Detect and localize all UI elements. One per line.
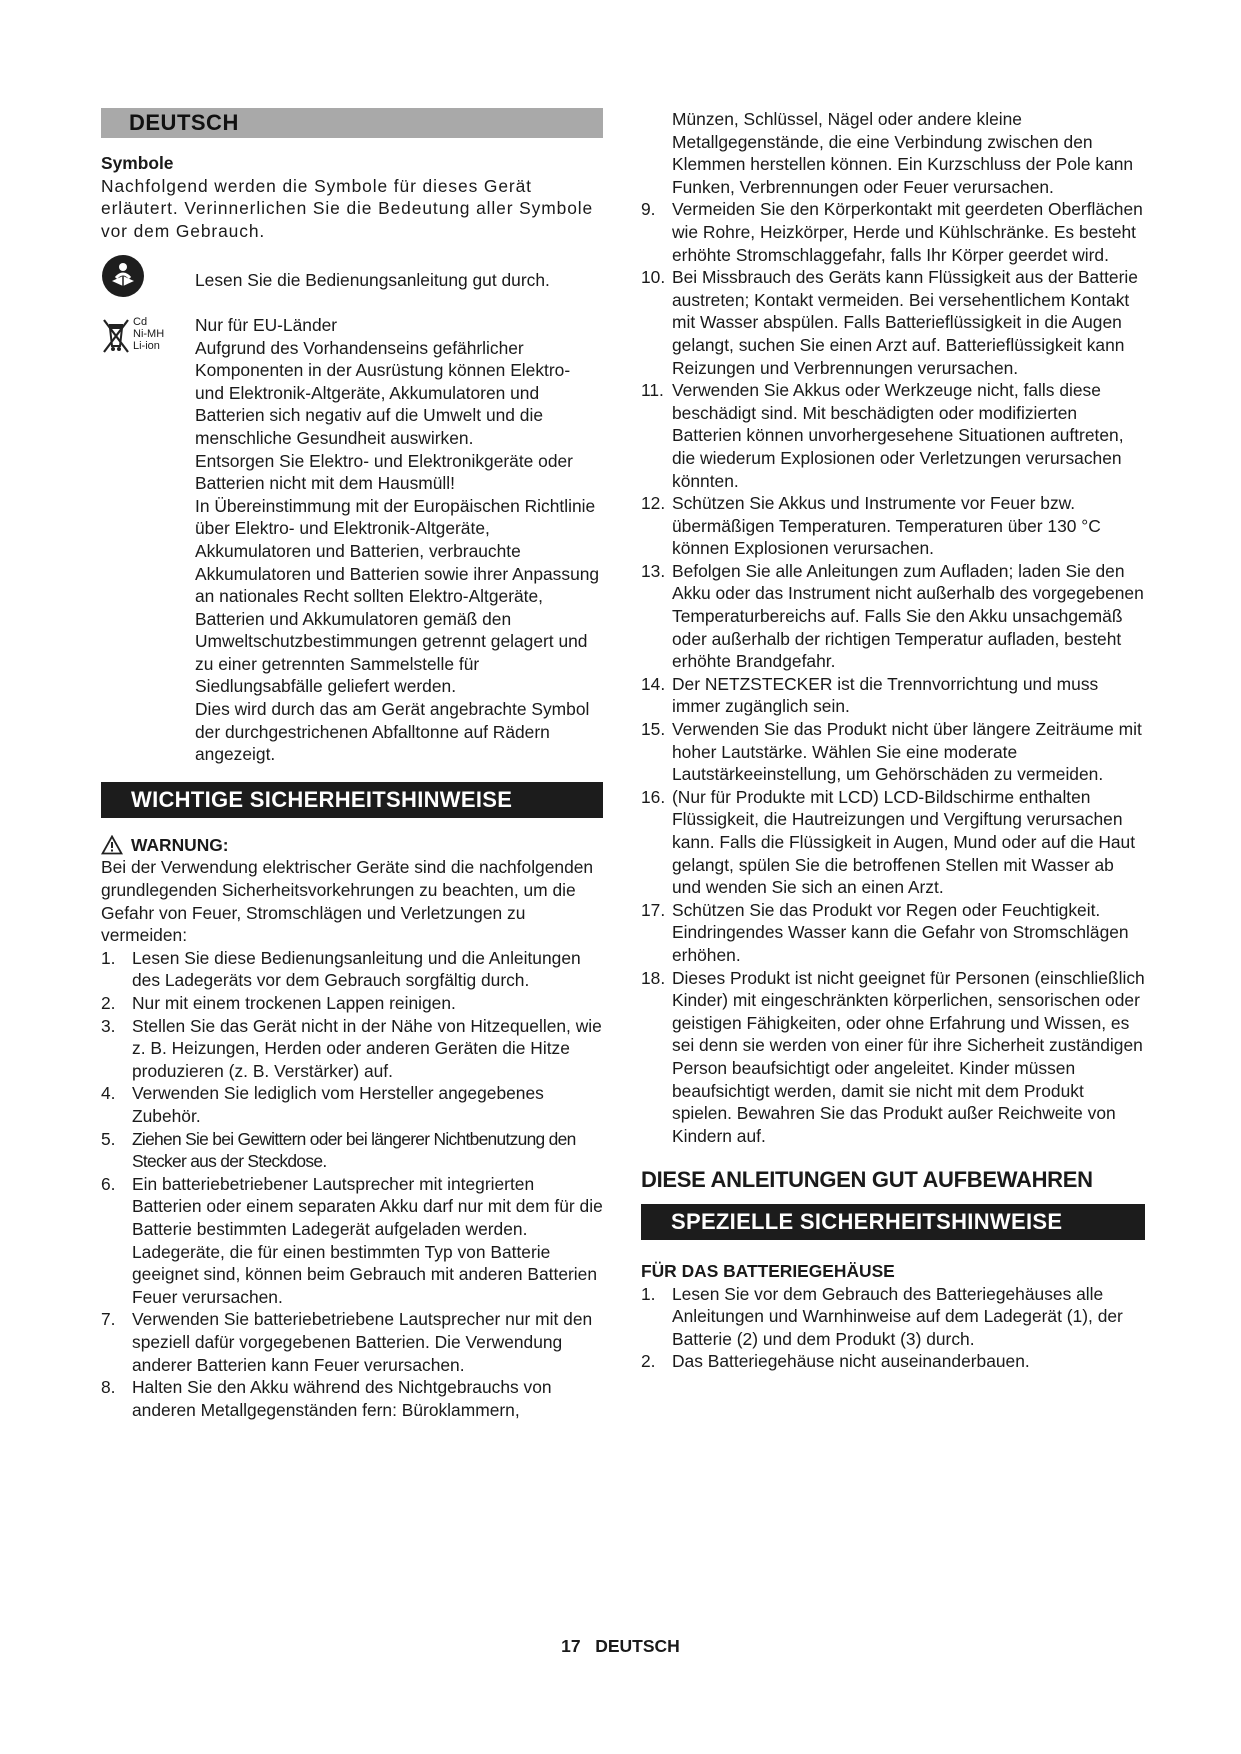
left-safety-list xyxy=(101,947,603,1421)
list-item: 10. Bei Missbrauch des Geräts kann Flüssigkeit aus der Batterie austreten; Kontakt vermeiden. Bei versehentlichem Kontakt mit Wasser abspülen. Falls Batterieflüssigkeit in die Augen gelangt, suchen Sie einen Arzt auf. Batterieflüssigkeit kann Reizungen und Verbrennungen verursachen. xyxy=(641,267,1138,378)
symbols-heading: Symbole xyxy=(101,153,174,173)
weee-text-0: Nur für EU-Länder xyxy=(195,314,338,335)
read-manual-icon xyxy=(101,254,195,304)
right-safety-list xyxy=(641,198,1147,1147)
battery-list xyxy=(641,1283,1147,1373)
list-item: 12. Schützen Sie Akkus und Instrumente vor Feuer bzw. übermäßigen Temperaturen. Temperaturen über 130 °C können Explosionen verursachen. xyxy=(641,493,1101,559)
warning-heading xyxy=(101,834,603,857)
warning-label: WARNUNG: xyxy=(131,834,229,855)
right-column xyxy=(641,108,1147,1373)
manual-symbol-text: Lesen Sie die Bedienungsanleitung gut durch. xyxy=(195,270,550,291)
list-item: 5. Ziehen Sie bei Gewittern oder bei längerer Nichtbenutzung den Stecker aus der Steckdose. xyxy=(101,1128,576,1172)
list-item: 2. Nur mit einem trockenen Lappen reinigen. xyxy=(101,993,456,1013)
item-8-continuation: Münzen, Schlüssel, Nägel oder andere kleine Metallgegenstände, die eine Verbindung zwischen den Klemmen herstellen können. Ein Kurzschluss der Pole kann Funken, Verbrennungen oder Feuer verursachen. xyxy=(672,109,1134,197)
list-item: 13. Befolgen Sie alle Anleitungen zum Aufladen; laden Sie den Akku oder das Instrument nicht außerhalb des vorgegebenen Temperaturbereichs auf. Falls Sie den Akku unsachgemäß oder außerhalb der richtigen Temperatur aufladen, besteht erhöhte Brandgefahr. xyxy=(641,560,1144,672)
weee-label-nimh: Ni-MH xyxy=(133,327,165,340)
list-item: 16. (Nur für Produkte mit LCD) LCD-Bildschirme enthalten Flüssigkeit, die Hautreizungen und Vergiftung verursachen kann. Falls die Flüssigkeit in Augen, Mund oder auf die Haut gelangt, spülen Sie die betroffenen Stellen mit Wasser ab und wenden Sie sich an einen Arzt. xyxy=(641,786,1136,898)
special-safety-title: SPEZIELLE SICHERHEITSHINWEISE xyxy=(641,1204,1145,1240)
list-item: 9. Vermeiden Sie den Körperkontakt mit geerdeten Oberflächen wie Rohre, Heizkörper, Herde und Kühlschränke. Es besteht erhöhte Stromschlaggefahr, falls Ihr Körper geerdet wird. xyxy=(641,199,1143,265)
crossed-bin-icon xyxy=(101,314,195,766)
list-item: 14. Der NETZSTECKER ist die Trennvorrichtung und muss immer zugänglich sein. xyxy=(641,673,1099,717)
warning-intro: Bei der Verwendung elektrischer Geräte sind die nachfolgenden grundlegenden Sicherheitsvorkehrungen zu beachten, um die Gefahr von Feuer, Stromschlägen und Verletzungen zu vermeiden: xyxy=(101,857,594,946)
weee-text-3: In Übereinstimmung mit der Europäischen Richtlinie über Elektro- und Elektronik-Altgeräte, Akkumulatoren und Batterien, verbrauchte Akkumulatoren und Batterien sowie ihrer Anpassung an nationales Recht sollten Elektro-Altgeräte, Batterien und Akkumulatoren gemäß den Umweltschutzbestimmungen getrennt gelagert und zu einer getrennten Sammelstelle für Siedlungsabfälle geliefert werden. xyxy=(195,495,600,697)
weee-label-liion: Li-ion xyxy=(133,339,160,352)
safety-title: WICHTIGE SICHERHEITSHINWEISE xyxy=(101,782,603,818)
footer-label: DEUTSCH xyxy=(595,1636,680,1656)
list-item: 6. Ein batteriebetriebener Lautsprecher mit integrierten Batterien oder einem separaten Akku darf nur mit dem für die Batterie bestimmten Ladegerät aufgeladen werden. Ladegeräte, die für einen bestimmten Typ von Batterie geeignet sind, können beim Gebrauch mit anderen Batterien Feuer verursachen. xyxy=(101,1173,603,1307)
list-item: 3. Stellen Sie das Gerät nicht in der Nähe von Hitzequellen, wie z. B. Heizungen, Herden oder anderen Geräten die Hitze produzieren (z. B. Verstärker) auf. xyxy=(101,1015,602,1081)
page-number: 17 xyxy=(561,1636,581,1656)
weee-label-cd: Cd xyxy=(133,315,148,328)
weee-text-4: Dies wird durch das am Gerät angebrachte Symbol der durchgestrichenen Abfalltonne auf Rädern angezeigt. xyxy=(195,699,590,765)
keep-instructions-heading: DIESE ANLEITUNGEN GUT AUFBEWAHREN xyxy=(641,1167,1093,1193)
weee-symbol-row xyxy=(101,314,603,766)
list-item: 11. Verwenden Sie Akkus oder Werkzeuge nicht, falls diese beschädigt sind. Mit beschädigten oder modifizierten Batterien können unvorhergesehene Situationen auftreten, die wiederum Explosionen oder Verletzungen verursachen könnten. xyxy=(641,380,1124,491)
list-item: 18. Dieses Produkt ist nicht geeignet für Personen (einschließlich Kinder) mit eingeschränkten körperlichen, sensorischen oder geistigen Fähigkeiten, oder ohne Erfahrung und Wissen, es sei denn sie werden von einer für ihre Sicherheit zuständigen Person beaufsichtigt oder angeleitet. Kinder müssen beaufsichtigt werden, damit sie nicht mit dem Produkt spielen. Bewahren Sie das Produkt außer Reichweite von Kindern auf. xyxy=(641,967,1145,1146)
manual-symbol-row xyxy=(101,254,603,304)
list-item: 1. Lesen Sie diese Bedienungsanleitung und die Anleitungen des Ladegeräts vor dem Gebrauch sorgfältig durch. xyxy=(101,947,581,991)
list-item: 4. Verwenden Sie lediglich vom Hersteller angegebenes Zubehör. xyxy=(101,1083,544,1126)
warning-triangle-icon xyxy=(101,835,123,855)
list-item: 1. Lesen Sie vor dem Gebrauch des Batteriegehäuses alle Anleitungen und Warnhinweise auf dem Ladegerät (1), der Batterie (2) und dem Produkt (3) durch. xyxy=(641,1283,1123,1349)
weee-text-2: Entsorgen Sie Elektro- und Elektronikgeräte oder Batterien nicht mit dem Hausmüll! xyxy=(195,450,573,494)
battery-heading: FÜR DAS BATTERIEGEHÄUSE xyxy=(641,1260,895,1281)
list-item: 2. Das Batteriegehäuse nicht auseinanderbauen. xyxy=(641,1351,1030,1372)
list-item: 15. Verwenden Sie das Produkt nicht über längere Zeiträume mit hoher Lautstärke. Wählen Sie eine moderate Lautstärkeeinstellung, um Gehörschäden zu vermeiden. xyxy=(641,719,1142,785)
list-item: 7. Verwenden Sie batteriebetriebene Lautsprecher nur mit den speziell dafür vorgegebenen Batterien. Die Verwendung anderer Batterien kann Feuer verursachen. xyxy=(101,1309,593,1375)
list-item: 17. Schützen Sie das Produkt vor Regen oder Feuchtigkeit. Eindringendes Wasser kann die Gefahr von Stromschlägen erhöhen. xyxy=(641,899,1129,965)
list-item: 8. Halten Sie den Akku während des Nichtgebrauchs von anderen Metallgegenständen fern: Büroklammern, xyxy=(101,1377,552,1420)
page-footer xyxy=(0,1636,1241,1657)
weee-text-1: Aufgrund des Vorhandenseins gefährlicher Komponenten in der Ausrüstung können Elektro- und Elektronik-Altgeräte, Akkumulatoren und Batterien sich negativ auf die Umwelt und die menschliche Gesundheit auswirken. xyxy=(195,337,571,448)
symbols-intro: Nachfolgend werden die Symbole für dieses Gerät erläutert. Verinnerlichen Sie die Bedeutung aller Symbole vor dem Gebrauch. xyxy=(101,175,594,241)
section-title: DEUTSCH xyxy=(101,108,603,138)
left-column xyxy=(101,108,603,1421)
